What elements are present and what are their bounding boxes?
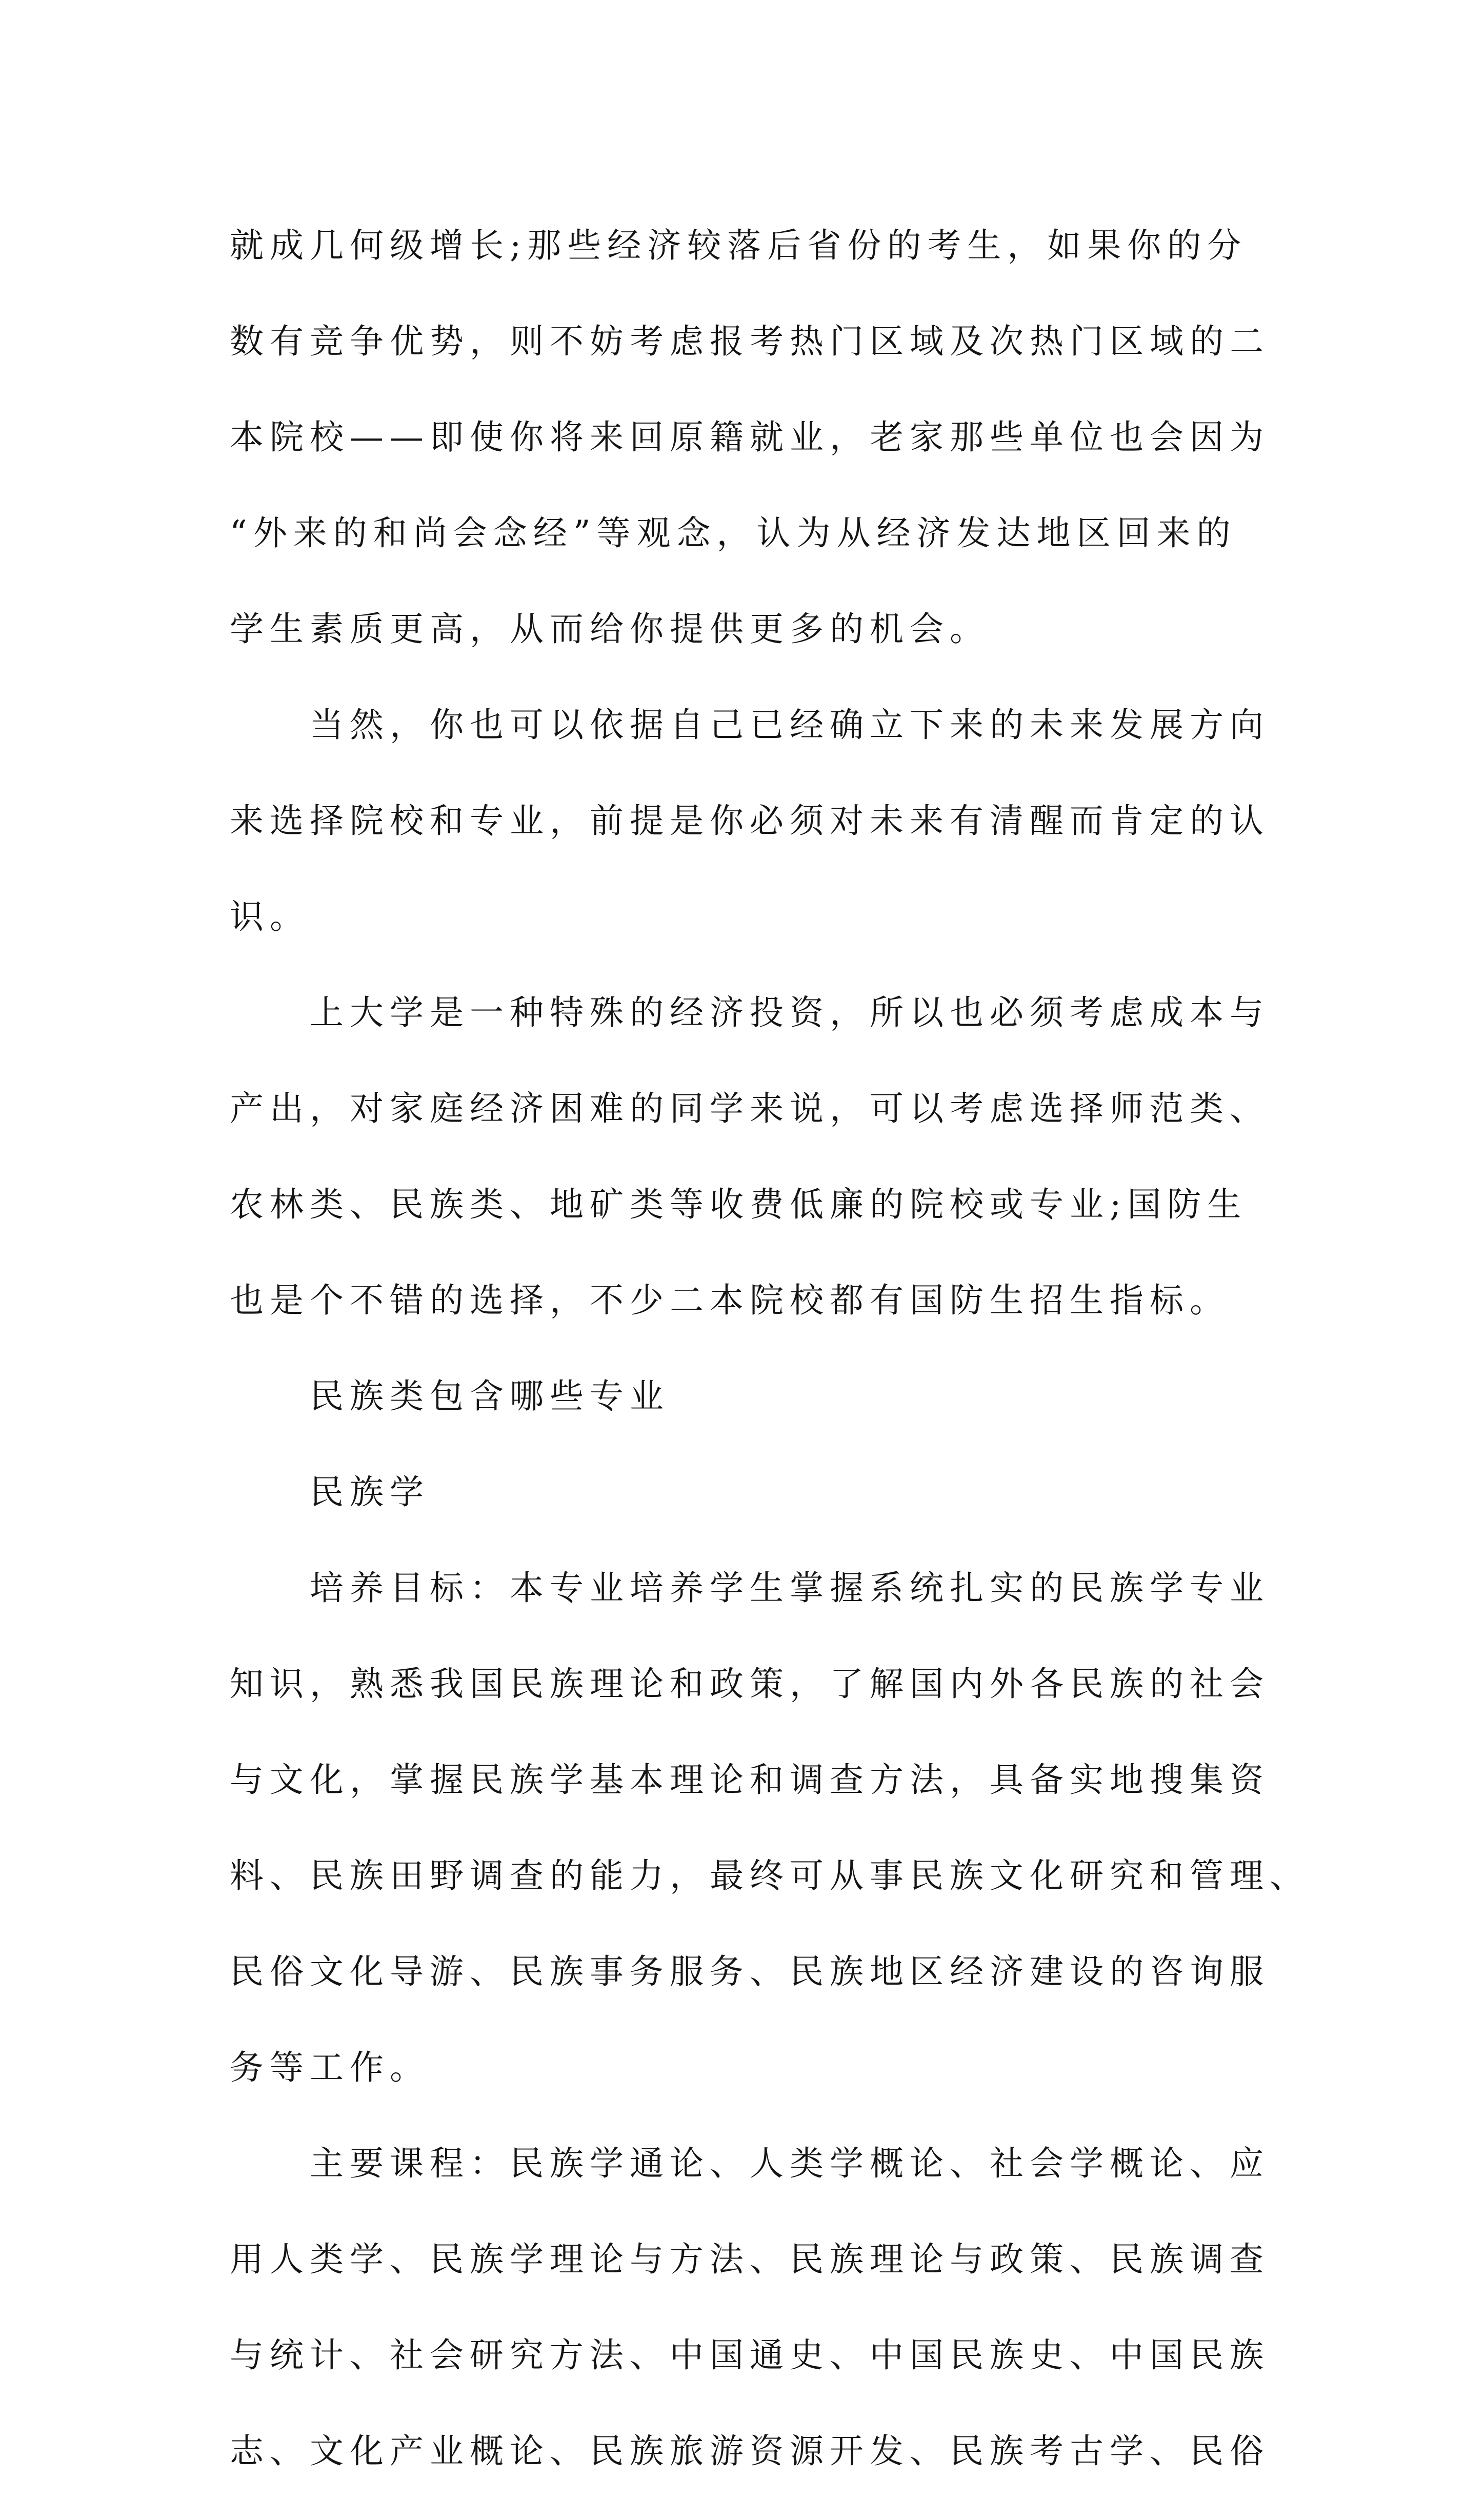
text-line: 农林类、民族类、地矿类等收费低廉的院校或专业;国防生 [230, 1185, 1248, 1224]
text-line: 来选择院校和专业，前提是你必须对未来有清醒而肯定的认 [230, 801, 1270, 841]
text-line: 知识，熟悉我国民族理论和政策，了解国内外各民族的社会 [230, 1664, 1270, 1704]
text-line: 务等工作。 [230, 2048, 430, 2087]
text-line: 与统计、社会研究方法、中国通史、中国民族史、中国民族 [230, 2335, 1270, 2375]
section-heading: 民族类包含哪些专业 [310, 1376, 670, 1416]
text-line: 民俗文化导游、民族事务服务、民族地区经济建设的咨询服 [230, 1952, 1270, 1991]
text-line: 料、民族田野调查的能力，最终可从事民族文化研究和管理、 [230, 1856, 1310, 1895]
subsection-heading: 民族学 [310, 1472, 430, 1512]
paragraph-first-line: 培养目标：本专业培养学生掌握系统扎实的民族学专业 [310, 1568, 1270, 1608]
text-line: 数有竞争优势，则不妨考虑报考热门区域及次热门区域的二 [230, 322, 1270, 361]
text-line: 就成几何级增长;那些经济较落后省份的考生，如果你的分 [230, 226, 1248, 265]
text-line: 志、文化产业概论、民族旅游资源开发、民族考古学、民俗 [230, 2431, 1270, 2471]
paragraph-first-line: 上大学是一种特殊的经济投资，所以也必须考虑成本与 [310, 993, 1270, 1032]
text-line: “外来的和尚会念经”等观念，认为从经济发达地区回来的 [230, 513, 1237, 553]
text-line: 与文化，掌握民族学基本理论和调查方法，具备实地搜集资 [230, 1760, 1270, 1800]
text-line: 学生素质更高，从而给你提供更多的机会。 [230, 609, 990, 649]
text-line: 识。 [230, 897, 310, 936]
text-line: 也是个不错的选择，不少二本院校都有国防生招生指标。 [230, 1281, 1230, 1320]
document-body [230, 197, 1310, 2499]
paragraph-first-line: 当然，你也可以依据自己已经确立下来的未来发展方向 [310, 705, 1270, 745]
paragraph-first-line: 主要课程：民族学通论、人类学概论、社会学概论、应 [310, 2144, 1270, 2183]
text-line: 用人类学、民族学理论与方法、民族理论与政策、民族调查 [230, 2240, 1270, 2279]
text-line: 本院校——即使你将来回原籍就业，老家那些单位也会因为 [230, 417, 1270, 457]
text-line: 产出，对家庭经济困难的同学来说，可以考虑选择师范类、 [230, 1089, 1270, 1128]
